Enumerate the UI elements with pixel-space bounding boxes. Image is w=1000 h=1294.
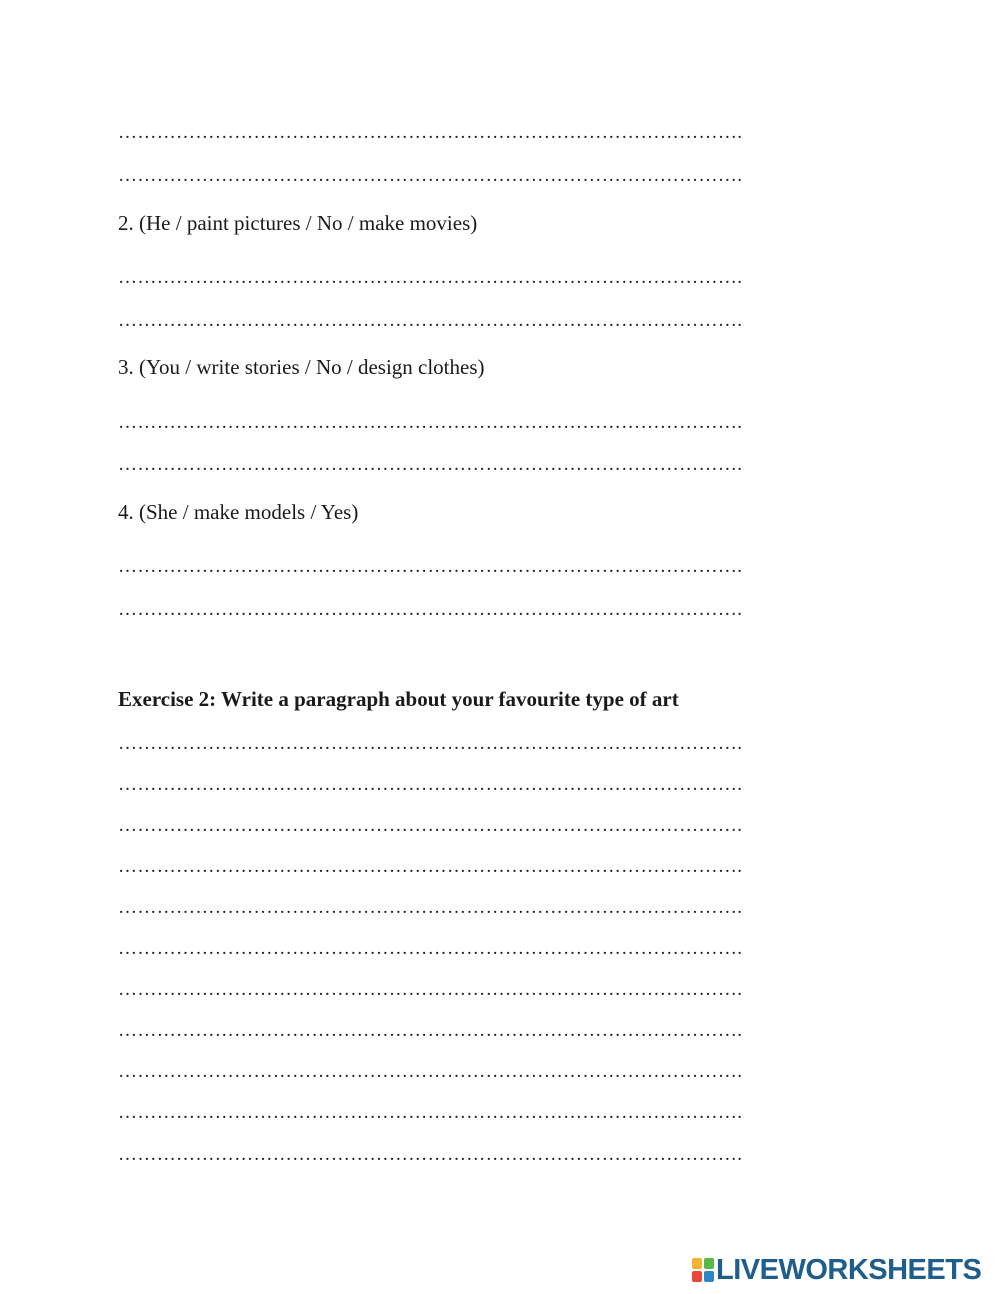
logo-text: LIVEWORKSHEETS bbox=[716, 1254, 982, 1286]
paragraph-line[interactable]: ……………………………………………………………………………………. bbox=[118, 979, 743, 1000]
answer-line[interactable]: ……………………………………………………………………………………. bbox=[118, 556, 743, 577]
answer-line[interactable]: ……………………………………………………………………………………. bbox=[118, 599, 743, 620]
paragraph-line[interactable]: ……………………………………………………………………………………. bbox=[118, 1020, 743, 1041]
logo-block bbox=[692, 1271, 702, 1282]
question-3: 3. (You / write stories / No / design clothes) bbox=[118, 355, 485, 379]
answer-line[interactable]: ……………………………………………………………………………………. bbox=[118, 310, 743, 331]
question-2: 2. (He / paint pictures / No / make movies) bbox=[118, 211, 478, 235]
answer-line[interactable]: ……………………………………………………………………………………. bbox=[118, 454, 743, 475]
liveworksheets-logo bbox=[692, 1253, 981, 1287]
paragraph-line[interactable]: ……………………………………………………………………………………. bbox=[118, 1102, 743, 1123]
logo-block bbox=[704, 1258, 714, 1269]
logo-blocks-icon bbox=[692, 1258, 714, 1282]
answer-line[interactable]: ……………………………………………………………………………………. bbox=[118, 122, 743, 143]
paragraph-line[interactable]: ……………………………………………………………………………………. bbox=[118, 938, 743, 959]
paragraph-line[interactable]: ……………………………………………………………………………………. bbox=[118, 1061, 743, 1082]
answer-line[interactable]: ……………………………………………………………………………………. bbox=[118, 267, 743, 288]
answer-line[interactable]: ……………………………………………………………………………………. bbox=[118, 165, 743, 186]
paragraph-line[interactable]: ……………………………………………………………………………………. bbox=[118, 856, 743, 877]
logo-block bbox=[692, 1258, 702, 1269]
answer-line[interactable]: ……………………………………………………………………………………. bbox=[118, 412, 743, 433]
paragraph-line[interactable]: ……………………………………………………………………………………. bbox=[118, 774, 743, 795]
exercise-2-heading: Exercise 2: Write a paragraph about your favourite type of art bbox=[118, 687, 679, 711]
question-4: 4. (She / make models / Yes) bbox=[118, 500, 359, 524]
paragraph-line[interactable]: ……………………………………………………………………………………. bbox=[118, 1144, 743, 1165]
paragraph-line[interactable]: ……………………………………………………………………………………. bbox=[118, 733, 743, 754]
paragraph-line[interactable]: ……………………………………………………………………………………. bbox=[118, 897, 743, 918]
logo-block bbox=[704, 1271, 714, 1282]
paragraph-line[interactable]: ……………………………………………………………………………………. bbox=[118, 815, 743, 836]
